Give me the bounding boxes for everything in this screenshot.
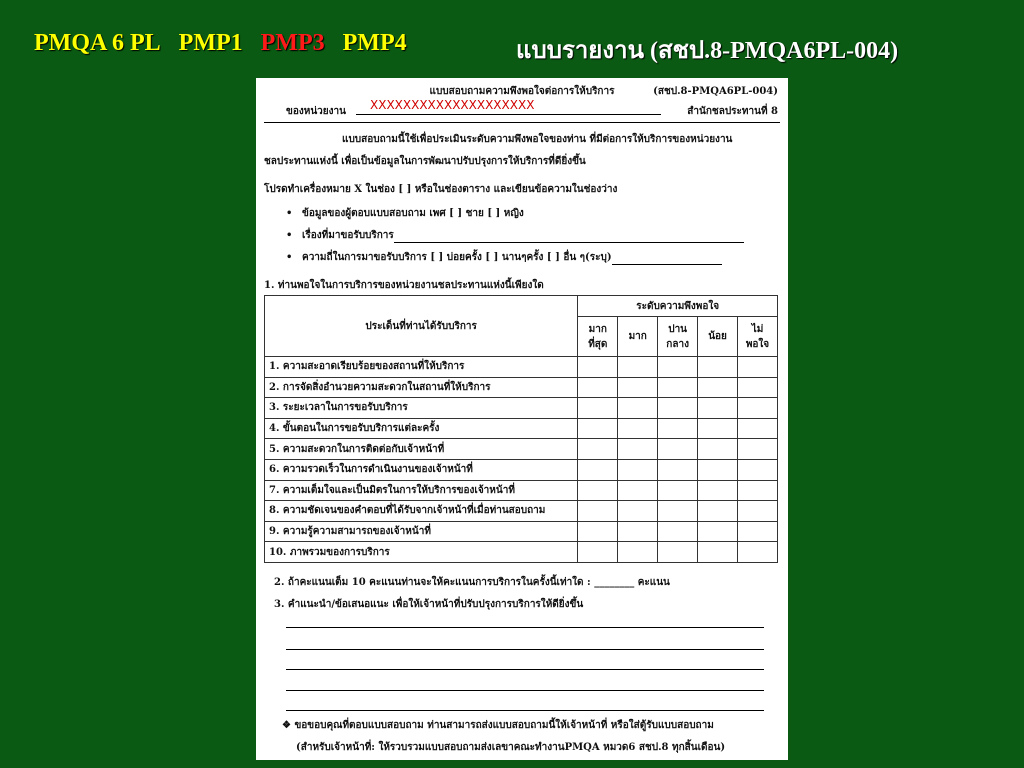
rating-cell[interactable] <box>618 521 658 542</box>
bullet-respondent <box>286 206 524 221</box>
table-row <box>265 357 778 378</box>
row-label: 8. ความชัดเจนของคำตอบที่ได้รับจากเจ้าหน้าที่เมื่อท่านสอบถาม <box>265 501 578 522</box>
row-label: 2. การจัดสิ่งอำนวยความสะดวกในสถานที่ให้บริการ <box>265 377 578 398</box>
unit-value: XXXXXXXXXXXXXXXXXXXX <box>370 98 535 112</box>
row-label: 1. ความสะอาดเรียบร้อยของสถานที่ให้บริการ <box>265 357 578 378</box>
bullet-icon: • <box>286 230 293 241</box>
intro-line-2: ชลประทานแห่งนี้ เพื่อเป็นข้อมูลในการพัฒนาปรับปรุงการให้บริการที่ดียิ่งขึ้น <box>264 156 586 167</box>
row-label: 6. ความรวดเร็วในการดำเนินงานของเจ้าหน้าที่ <box>265 459 578 480</box>
level-header: มาก <box>618 317 658 357</box>
rating-cell[interactable] <box>738 480 778 501</box>
unit-label: ของหน่วยงาน <box>286 106 346 117</box>
rating-cell[interactable] <box>658 398 698 419</box>
fill-line <box>394 242 744 243</box>
footer-thanks: ❖ ขอขอบคุณที่ตอบแบบสอบถาม ท่านสามารถส่งแบบสอบถามนี้ให้เจ้าหน้าที่ หรือใส่ตู้รับแบบสอบถาม <box>282 720 714 731</box>
rating-cell[interactable] <box>618 398 658 419</box>
rating-cell[interactable] <box>658 480 698 501</box>
rating-cell[interactable] <box>698 357 738 378</box>
rating-cell[interactable] <box>618 357 658 378</box>
form-title: แบบสอบถามความพึงพอใจต่อการให้บริการ <box>429 86 615 97</box>
rating-cell[interactable] <box>698 418 738 439</box>
footer-staff-note: (สำหรับเจ้าหน้าที่: ให้รวบรวมแบบสอบถามส่งเลขาคณะทำงานPMQA หมวด6 สชป.8 ทุกสิ้นเดือน) <box>296 742 726 753</box>
bullet-icon: • <box>286 252 293 263</box>
unit-line <box>356 114 661 115</box>
rating-cell[interactable] <box>658 542 698 563</box>
rating-cell[interactable] <box>578 480 618 501</box>
rating-cell[interactable] <box>658 501 698 522</box>
rating-cell[interactable] <box>618 377 658 398</box>
header-pmp4: PMP4 <box>342 30 407 56</box>
suggestion-line[interactable] <box>286 627 764 628</box>
form-code: (สชป.8-PMQA6PL-004) <box>653 86 778 97</box>
rating-cell[interactable] <box>738 521 778 542</box>
fill-line <box>612 264 722 265</box>
table-row <box>265 480 778 501</box>
rating-cell[interactable] <box>658 418 698 439</box>
row-label: 9. ความรู้ความสามารถของเจ้าหน้าที่ <box>265 521 578 542</box>
row-label: 7. ความเต็มใจและเป็นมิตรในการให้บริการของเจ้าหน้าที่ <box>265 480 578 501</box>
rating-cell[interactable] <box>578 418 618 439</box>
rating-cell[interactable] <box>698 521 738 542</box>
bullet-icon: • <box>286 208 293 219</box>
divider <box>264 122 780 123</box>
rating-cell[interactable] <box>618 418 658 439</box>
rating-cell[interactable] <box>658 377 698 398</box>
instruction: โปรดทำเครื่องหมาย X ในช่อง [ ] หรือในช่องตาราง และเขียนข้อความในช่องว่าง <box>264 184 618 195</box>
report-title: แบบรายงาน (สชป.8-PMQA6PL-004) <box>516 38 899 64</box>
rating-cell[interactable] <box>698 398 738 419</box>
rating-cell[interactable] <box>738 398 778 419</box>
rating-cell[interactable] <box>698 439 738 460</box>
row-label: 10. ภาพรวมของการบริการ <box>265 542 578 563</box>
rating-cell[interactable] <box>618 480 658 501</box>
rating-cell[interactable] <box>578 501 618 522</box>
table-row <box>265 542 778 563</box>
row-label: 5. ความสะดวกในการติดต่อกับเจ้าหน้าที่ <box>265 439 578 460</box>
rating-cell[interactable] <box>698 480 738 501</box>
header-pmp1: PMP1 <box>178 30 243 56</box>
rating-cell[interactable] <box>698 377 738 398</box>
level-header: มาก ที่สุด <box>578 317 618 357</box>
table-row <box>265 501 778 522</box>
table-row <box>265 459 778 480</box>
table-row <box>265 398 778 419</box>
survey-form <box>256 78 788 760</box>
header-pmqa: PMQA 6 PL <box>34 30 161 56</box>
col-issue-header: ประเด็นที่ท่านได้รับบริการ <box>265 296 578 357</box>
rating-cell[interactable] <box>698 501 738 522</box>
satisfaction-table <box>264 295 778 563</box>
bullet-frequency <box>286 250 722 265</box>
table-row <box>265 418 778 439</box>
rating-cell[interactable] <box>618 439 658 460</box>
question-3: 3. คำแนะนำ/ข้อเสนอแนะ เพื่อให้เจ้าหน้าที่ปรับปรุงการบริการให้ดียิ่งขึ้น <box>274 599 584 610</box>
level-header: ปาน กลาง <box>658 317 698 357</box>
suggestion-line[interactable] <box>286 669 764 670</box>
bullet-subject <box>286 228 744 243</box>
rating-cell[interactable] <box>738 501 778 522</box>
rating-cell[interactable] <box>578 521 618 542</box>
bullet-frequency-text: ความถี่ในการมาขอรับบริการ [ ] บ่อยครั้ง [ ] นานๆครั้ง [ ] อื่น ๆ(ระบุ) <box>302 252 612 263</box>
rating-cell[interactable] <box>738 542 778 563</box>
rating-cell[interactable] <box>658 459 698 480</box>
rating-cell[interactable] <box>578 542 618 563</box>
rating-cell[interactable] <box>578 357 618 378</box>
rating-cell[interactable] <box>738 439 778 460</box>
rating-cell[interactable] <box>578 377 618 398</box>
level-header: น้อย <box>698 317 738 357</box>
table-row <box>265 521 778 542</box>
table-row <box>265 377 778 398</box>
office-label: สำนักชลประทานที่ 8 <box>687 106 778 117</box>
rating-cell[interactable] <box>618 542 658 563</box>
rating-cell[interactable] <box>578 439 618 460</box>
question-2: 2. ถ้าคะแนนเต็ม 10 คะแนนท่านจะให้คะแนนการบริการในครั้งนี้เท่าใด : ________ คะแนน <box>274 577 670 588</box>
suggestion-line[interactable] <box>286 690 764 691</box>
suggestion-line[interactable] <box>286 649 764 650</box>
level-header: ไม่ พอใจ <box>738 317 778 357</box>
rating-cell[interactable] <box>618 501 658 522</box>
bullet-respondent-text: ข้อมูลของผู้ตอบแบบสอบถาม เพศ [ ] ชาย [ ] หญิง <box>302 208 524 219</box>
rating-cell[interactable] <box>738 357 778 378</box>
question-1: 1. ท่านพอใจในการบริการของหน่วยงานชลประทานแห่งนี้เพียงใด <box>264 280 544 291</box>
col-level-header: ระดับความพึงพอใจ <box>578 296 778 317</box>
table-row <box>265 439 778 460</box>
row-label: 4. ขั้นตอนในการขอรับบริการแต่ละครั้ง <box>265 418 578 439</box>
intro-line-1: แบบสอบถามนี้ใช้เพื่อประเมินระดับความพึงพอใจของท่าน ที่มีต่อการให้บริการของหน่วยงาน <box>342 134 733 145</box>
rating-cell[interactable] <box>578 459 618 480</box>
header-pmp3: PMP3 <box>260 30 325 56</box>
rating-cell[interactable] <box>658 521 698 542</box>
rating-cell[interactable] <box>738 377 778 398</box>
rating-cell[interactable] <box>698 459 738 480</box>
rating-cell[interactable] <box>698 542 738 563</box>
suggestion-line[interactable] <box>286 710 764 711</box>
rating-cell[interactable] <box>618 459 658 480</box>
slide-header <box>34 30 419 57</box>
rating-cell[interactable] <box>738 418 778 439</box>
rating-cell[interactable] <box>738 459 778 480</box>
rating-cell[interactable] <box>658 439 698 460</box>
bullet-subject-text: เรื่องที่มาขอรับบริการ <box>302 230 394 241</box>
rating-cell[interactable] <box>658 357 698 378</box>
row-label: 3. ระยะเวลาในการขอรับบริการ <box>265 398 578 419</box>
rating-cell[interactable] <box>578 398 618 419</box>
